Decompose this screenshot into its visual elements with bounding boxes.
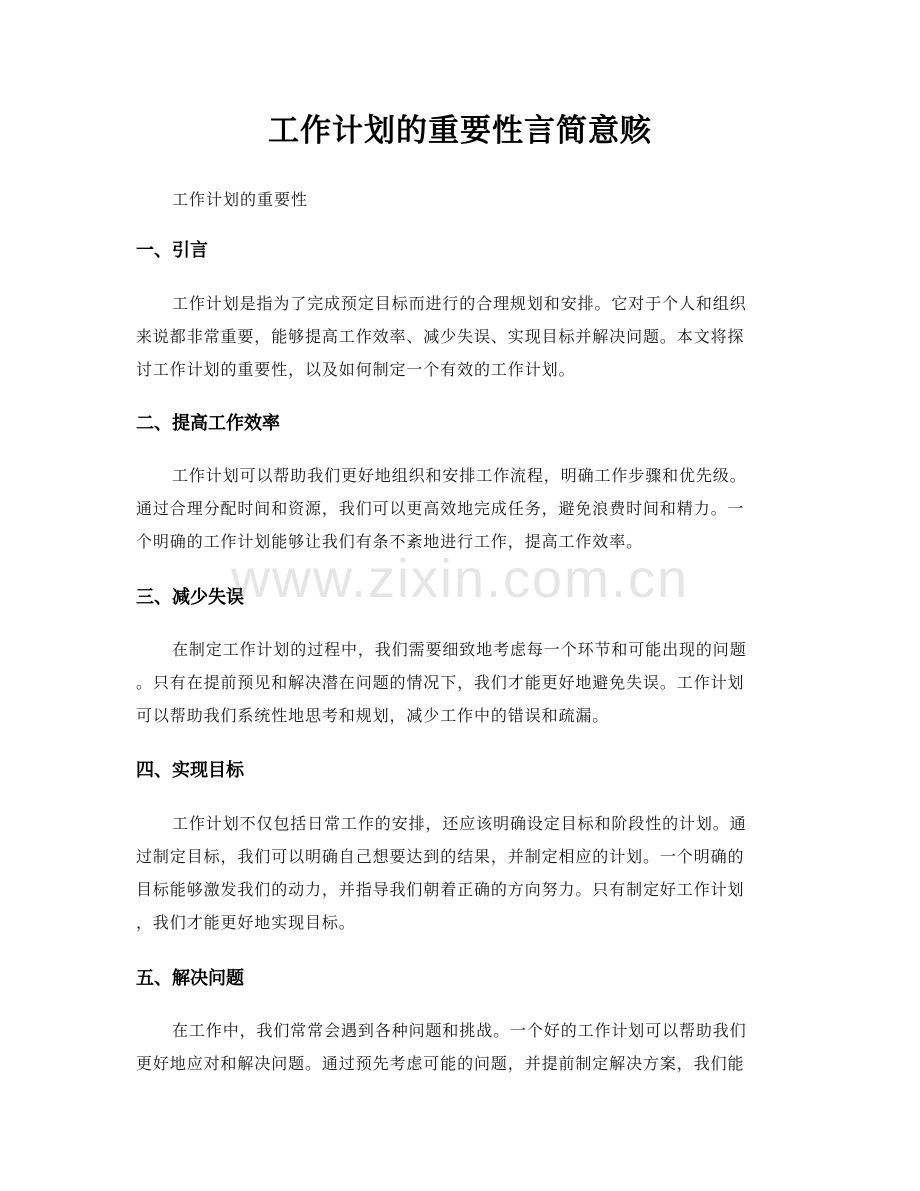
section-paragraph-solve-problems — [136, 1014, 786, 1080]
section-heading-introduction: 一、引言 — [136, 240, 208, 261]
paragraph-line: 可以帮助我们系统性地思考和规划，减少工作中的错误和疏漏。 — [136, 706, 610, 725]
paragraph-line: 更好地应对和解决问题。通过预先考虑可能的问题，并提前制定解决方案，我们能 — [136, 1054, 745, 1073]
section-paragraph-introduction — [136, 287, 786, 386]
section-heading-reduce-errors: 三、减少失误 — [136, 587, 244, 608]
section-paragraph-achieve-goals — [136, 807, 786, 939]
section-heading-achieve-goals: 四、实现目标 — [136, 760, 244, 781]
paragraph-line: 来说都非常重要，能够提高工作效率、减少失误、实现目标并解决问题。本文将探 — [136, 327, 745, 346]
paragraph-line: 。只有在提前预见和解决潜在问题的情况下，我们才能更好地避免失误。工作计划 — [136, 673, 745, 692]
paragraph-line: 讨工作计划的重要性，以及如何制定一个有效的工作计划。 — [136, 360, 576, 379]
section-paragraph-reduce-errors — [136, 633, 786, 732]
paragraph-line: 在工作中，我们常常会遇到各种问题和挑战。一个好的工作计划可以帮助我们 — [172, 1021, 747, 1040]
paragraph-line: 过制定目标，我们可以明确自己想要达到的结果，并制定相应的计划。一个明确的 — [136, 847, 745, 866]
section-paragraph-efficiency — [136, 459, 786, 558]
paragraph-line: 个明确的工作计划能够让我们有条不紊地进行工作，提高工作效率。 — [136, 532, 644, 551]
document-title: 工作计划的重要性言简意赅 — [268, 113, 652, 149]
section-heading-solve-problems: 五、解决问题 — [136, 968, 244, 989]
paragraph-line: 工作计划是指为了完成预定目标而进行的合理规划和安排。它对于个人和组织 — [172, 294, 747, 313]
site-watermark: www.zixin.com.cn — [230, 549, 690, 609]
paragraph-line: 通过合理分配时间和资源，我们可以更高效地完成任务，避免浪费时间和精力。一 — [136, 499, 745, 518]
paragraph-line: 工作计划不仅包括日常工作的安排，还应该明确设定目标和阶段性的计划。通 — [172, 814, 747, 833]
section-heading-efficiency: 二、提高工作效率 — [136, 413, 280, 434]
paragraph-line: 在制定工作计划的过程中，我们需要细致地考虑每一个环节和可能出现的问题 — [172, 640, 747, 659]
paragraph-line: ，我们才能更好地实现目标。 — [136, 913, 356, 932]
paragraph-line: 目标能够激发我们的动力，并指导我们朝着正确的方向努力。只有制定好工作计划 — [136, 880, 745, 899]
document-subtitle: 工作计划的重要性 — [172, 190, 309, 209]
paragraph-line: 工作计划可以帮助我们更好地组织和安排工作流程，明确工作步骤和优先级。 — [172, 466, 747, 485]
